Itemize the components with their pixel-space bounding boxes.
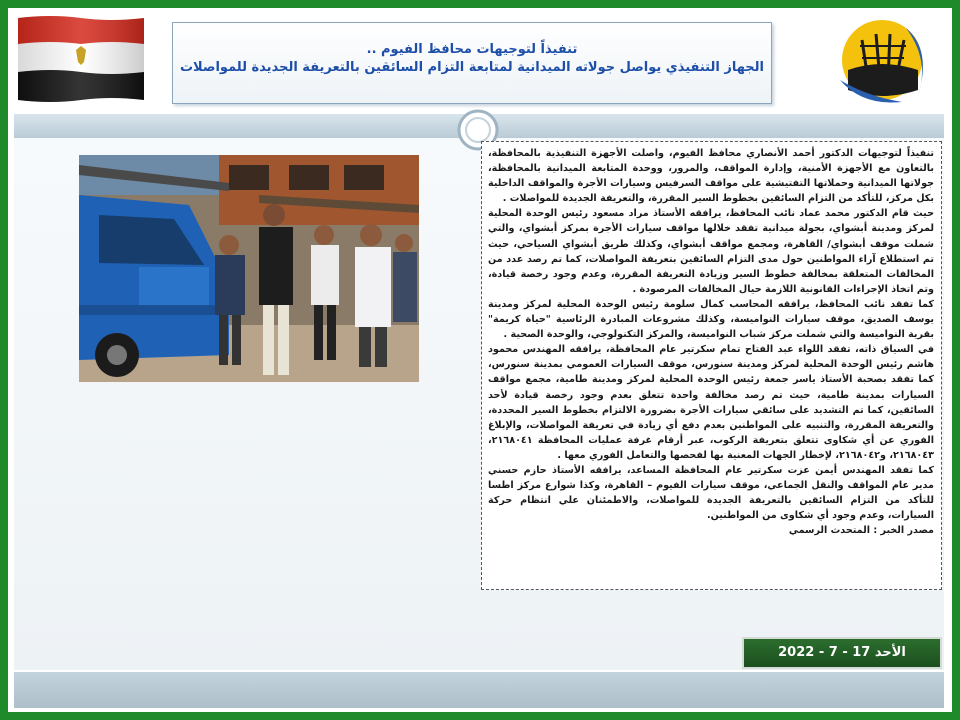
article-body xyxy=(481,141,942,590)
fayoum-governorate-logo xyxy=(832,10,942,106)
article-paragraph: حيث قام الدكتور محمد عماد نائب المحافظ، يرافقه الأستاذ مراد مسعود رئيس الوحدة المحلية لمركز ومدينة أبشواي، بجولة ميدانية تفقد خلالها مواقف سيارات الأجرة بمركز أبشواي، والتي شملت موقف أبشواي/ القاهرة، ومجمع مواقف أبشواي، وكذلك طريق أبشواي السياحي، حيث تم استطلاع آراء المواطنين حول مدى التزام السائقين بتعريفة المواصلات، كما تم رصد عدد من المخالفات المتعلقة بمخالفة خطوط السير وزيادة التعريفة المقررة، وعدم وجود رخصة قيادة، وتم اتخاذ الإجراءات القانونية اللازمة حيال المخالفات المرصودة . xyxy=(488,208,934,295)
egypt-flag-icon xyxy=(16,14,146,106)
article-source: مصدر الخبر : المتحدث الرسمي xyxy=(788,525,934,537)
article-paragraph: كما تفقد المهندس أيمن عزت سكرتير عام المحافظة المساعد، يرافقه الأستاذ حازم حسني مدير عام المواقف والنقل الجماعي، موقف سيارات الفيوم – القاهرة، وكذا شوارع مركز اطسا للتأكد من التزام السائقين بالتعريفة الجديدة للمواصلات، والاطمئنان علي انتظام حركة السيارات، وعدم وجود أي شكاوى من المواطنين. xyxy=(488,464,934,522)
headline-line-1: تنفيذاً لتوجيهات محافظ الفيوم .. xyxy=(366,42,578,57)
article-paragraph: تنفيذاً لتوجيهات الدكتور أحمد الأنصاري محافظ الفيوم، واصلت الأجهزة التنفيذية بالمحافظة، بالتعاون مع الأجهزة الأمنية، وإدارة المواقف، والمرور، ووحدة المتابعة الميدانية بالمحافظة، جولاتها الميدانية وحملاتها التفتيشية على مواقف السرفيس وسيارات الأجرة والمواقف الداخلية بكل مركز، للتأكد من التزام السائقين بخطوط السير المقررة، والتعريفة الجديدة للمواصلات . xyxy=(488,148,934,205)
article-paragraph: في السياق ذاته، تفقد اللواء عبد الفتاح تمام سكرتير عام المحافظة، يرافقه المهندس محمود هاشم رئيس الوحدة المحلية لمركز ومدينة سنورس، موقف السيارات العمومي بمدينة سنورس، كما تفقد بصحبة الأستاذ ياسر جمعة رئيس الوحدة المحلية لمركز ومدينة طامية، مجمع مواقف السيارات بمدينة طامية، حيث تم رصد مخالفة واحدة تتعلق بعدم وجود رخصة قيادة لأحد السائقين، كما تم التشديد على سائقي سيارات الأجرة بضرورة الالتزام بخطوط السير المحددة، والتعريفة المقررة، والتنبيه على المواطنين بعدم دفع أي زيادة في تعريفة المواصلات، والإبلاغ الفوري عن أي شكاوى تتعلق بتعريفة الركوب، عبر أرقام غرفة عمليات المحافظة ٢١٦٨٠٤١، ٢١٦٨٠٤٣، و٢١٦٨٠٤٢، لإخطار الجهات المعنية بها لفحصها والتعامل الفوري معها . xyxy=(488,344,934,461)
headline-box xyxy=(172,22,772,104)
headline-line-2: الجهاز التنفيذي يواصل جولاته الميدانية لمتابعة التزام السائقين بالتعريفة الجديدة للمواصلات xyxy=(179,60,765,75)
publish-date: الأحد 17 - 7 - 2022 xyxy=(742,637,942,669)
article-paragraph: كما تفقد نائب المحافظ، يرافقه المحاسب كمال سلومة رئيس الوحدة المحلية لمركز ومدينة يوسف الصديق، موقف سيارات النواميسة، وكذلك مشروعات المبادرة الرئاسية "حياة كريمة" بقرية النواميسة والتي شملت مركز شباب النواميسة، والمركز التكنولوجي، والوحدة الصحية . xyxy=(488,298,934,341)
footer-band xyxy=(14,672,944,708)
news-photo xyxy=(79,155,419,382)
